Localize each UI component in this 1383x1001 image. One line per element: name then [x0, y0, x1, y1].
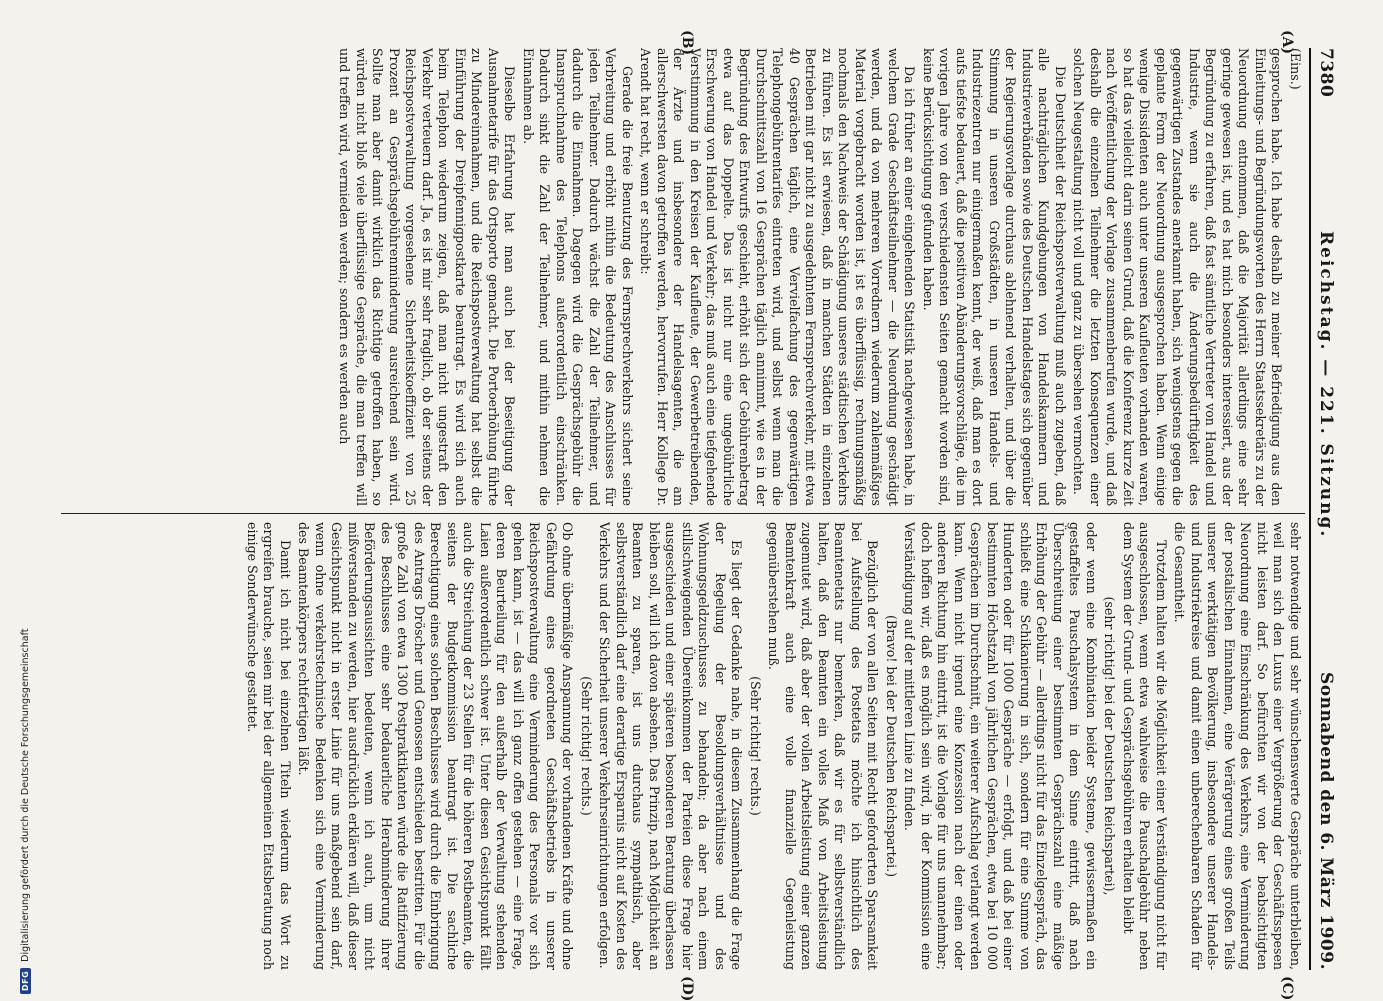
dfg-logo: DFG: [20, 968, 31, 994]
paragraph: oder wenn eine Kombination beider Systeme, gewissermaßen ein gestaffeltes Pauschalsystem in dem Sinne eintritt, daß nach Überschreitung einer bestimmten Gesprächszahl eine mäßige Erhöhung der Gebühr — allerdings nicht für das Einzelgespräch, das schließt eine Schikanierung in sich, sondern für eine Summe von Hunderten oder für 1000 Gespräche — erfolgt, und daß bei einer bestimmten Höchstzahl von jährlichen Gesprächen, etwa bei 10 000 Gesprächen im Durchschnitt, ein weiterer Aufschlag verlangt werden kann. Wenn nicht irgend eine Konzession nach der einen oder anderen Richtung hin eintritt, ist die Vorlage für uns unannehmbar; doch hoffen wir, daß es möglich sein wird, in der Kommission eine Verständigung auf der mittleren Linie zu finden.: [902, 522, 1099, 970]
paragraph: (Eins.): [1288, 48, 1303, 90]
right-column: [61, 522, 1303, 970]
left-column: [61, 48, 1303, 506]
paragraph: Da ich früher an einer eingehenden Statistik nachgewiesen habe, in welchem Grade Geschäftsteilnehmer — die Neuordnung geschädigt werden, und da von mehreren Vorrednern wiederum zahlenmäßiges Material vorgebracht worden ist, ist es überflüssig, rechnungsmäßig nochmals den Nachweis der Schädigung unseres städtischen Verkehrs zu führen. Es ist erwiesen, daß in manchen Städten in einzelnen Betrieben mit gar nicht zu ausgedehntem Fernsprechverkehr, mit etwa 40 Gesprächen täglich, eine Vervielfachung des gegenwärtigen Telephongebührentarifes eintreten wird, und selbst wenn man die Durchschnittszahl von 16 Gesprächen täglich annimmt, wie es in der Begründung des Entwurfs geschieht, erhöht sich der Gebührenbetrag etwa auf das Doppelte. Das ist nicht nur eine ungebührliche Erschwerung von Handel und Verkehr; das muß auch eine tiefgehende Verstimmung in den Kreisen der Kaufleute, der Gewerbetreibenden, der Ärzte und insbesondere der Handelsagenten, die am allerschwersten davon getroffen werden, hervorrufen. Herr Kollege Dr. Arendt hat recht, wenn er schreibt:: [638, 48, 918, 506]
scanned-page: [55, 0, 1345, 1000]
margin-marker-c: (C): [1279, 976, 1295, 1001]
paragraph: Dieselbe Erfahrung hat man auch bei der Beseitigung der Ausnahmetarife für das Ortsporto gemacht. Die Portoerhöhung führte zu Mindereinnahmen, und die Reichspostverwaltung hat selbst die Einführung der Dreipfennigpostkarte beantragt. Es wird sich auch beim Telephon wiederum zeigen, daß man nicht ungestraft den Verkehr verteuern darf. Ja, es ist mir sehr fraglich, ob der seitens der Reichspostverwaltung vorgesehene Sicherheitskoeffizient von 25 Prozent an Gesprächsgebührenminderung ausreichend sein wird. Sollte man aber damit wirklich das Richtige getroffen haben, so würden nicht bloß viele überflüssige Gespräche, die man treffen will und treffen wird, vermieden werden; sondern es werden auch: [337, 48, 518, 506]
paragraph: Damit ich nicht bei einzelnen Titeln wiederum das Wort zu ergreifen brauche, seien mir bei der allgemeinen Etatsberatung noch einige Sonderwünsche gestattet.: [245, 522, 293, 970]
footer-strip: [2, 0, 31, 1000]
page-number: 7380: [1316, 48, 1336, 98]
margin-marker-b: (B): [679, 30, 695, 56]
paragraph: (Sehr richtig! rechts.): [579, 676, 594, 816]
paragraph: Die Deutschheit der Reichspostverwaltung muß auch zugeben, daß alle nachträglichen Kundgebungen von Handelskammern und Industrieverbänden sowie des Deutschen Handelstages sich gegenüber der Regierungsvorlage durchaus ablehnend verhalten, und über die Stimmung in unseren Großstädten, in unseren Handels- und Industriezentren nur einigermaßen kennt, der weiß, daß man es dort aufs tiefste bedauert, daß die positiven Abänderungsvorschläge, die im vorigen Jahre von den verschiedensten Seiten gemacht worden sind, keine Berücksichtigung gefunden haben.: [921, 48, 1068, 506]
header-rule: [1309, 48, 1311, 970]
paragraph: Trotzdem halten wir die Möglichkeit einer Verständigung nicht für ausgeschlossen, wenn etwa wahlweise die Pauschalgebühr neben dem System der Grund- und Gesprächsgebühren erhalten bleibt: [1121, 522, 1169, 970]
paragraph: (Bravo! bei der Deutschen Reichspartei.): [884, 614, 899, 878]
paragraph: sehr notwendige und sehr wünschenswerte Gespräche unterbleiben, weil man sich den Luxus einer Vergrößerung der Geschäftsspesen nicht leisten darf. So befürchten wir von der beabsichtigten Neuordnung eine Einschränkung des Verkehrs, eine Verminderung der postalischen Einnahmen, eine Verärgerung eines großen Teils unserer werktätigen Bevölkerung, insbesondere unserer Handels- und Industriekreise und damit einen unberechenbaren Schaden für die Gesamtheit.: [1172, 522, 1303, 970]
header-date: Sonnabend den 6. März 1909.: [1316, 672, 1336, 970]
paragraph: Es liegt der Gedanke nahe, in diesem Zusammenhang die Frage der Regelung der Besoldungsverhältnisse und des Wohnungsgeldzuschusses zu behandeln; da aber nach einem stillschweigenden Übereinkommen der Parteien diese Frage hier ausgeschieden und einer späteren besonderen Beratung überlassen bleiben soll, will ich davon absehen. Das Prinzip, nach Möglichkeit an Beamten zu sparen, ist uns durchaus sympathisch, aber selbstverständlich darf eine derartige Ersparnis nicht auf Kosten des Verkehrs und der Sicherheit unserer Verkehrseinrichtungen erfolgen.: [597, 522, 745, 970]
paragraph: Ob ohne übermäßige Anspannung der vorhandenen Kräfte und ohne Gefährdung eines geordneten Geschäftsbetriebs in unserer Reichspostverwaltung eine Verminderung des Personals vor sich gehen kann, ist — das will ich ganz offen gestehen — eine Frage, deren Beurteilung für den außerhalb der Verwaltung stehenden Laien außerordentlich schwer ist. Unter diesen Gesichtspunkt fällt auch die Streichung der 23 Stellen für die höheren Postbeamten, die seitens der Budgetkommission beantragt ist. Die sachliche Berechtigung eines solchen Beschlusses wird durch die Einbringung des Antrags Dröscher und Genossen entschieden bestritten. Für die große Zahl von etwa 1300 Postpraktikanten würde die Ratifizierung des Beschlusses eine sehr bedauerliche Herabminderung ihrer Beförderungsaussichten bedeuten, wenn ich auch, um nicht mißverstanden zu werden, hier ausdrücklich erklären will, daß dieser Gesichtspunkt nicht in erster Linie für uns maßgebend sein darf, wenn ohne verkehrstechnische Bedenken sich eine Verminderung des Beamtenkörpers rechtfertigen läßt.: [296, 522, 576, 970]
header-session-title: Reichstag. — 221. Sitzung.: [1316, 231, 1336, 539]
paragraph: Bezüglich der von allen Seiten mit Recht geforderten Sparsamkeit bei Aufstellung des Postetats möchte ich hinsichtlich des Beamtenetats nur bemerken, daß wir es für selbstverständlich halten, daß den Beamten ein volles Maß von Arbeitsleistung zugemutet wird, daß aber der vollen Arbeitsleistung einer ganzen Beamtenkraft auch eine volle finanzielle Gegenleistung gegenüberstehen muß.: [766, 522, 881, 970]
paragraph: Gerade die freie Benutzung des Fernsprechverkehrs sichert seine Verbreitung und erhöht mithin die Bedeutung des Anschlusses für jeden Teilnehmer. Dadurch wächst die Zahl der Teilnehmer, und dadurch die Einnahmen. Dagegen wird die Gesprächsgebühr die Inanspruchnahme des Telephons außerordentlich einschränken. Dadurch sinkt die Zahl der Teilnehmer, und mithin nehmen die Einnahmen ab.: [521, 48, 635, 506]
page-header: [1313, 48, 1339, 970]
paragraph: (Sehr richtig! rechts.): [748, 676, 763, 816]
paragraph: gesprochen habe. Ich habe deshalb zu meiner Befriedigung aus den Einleitungs- und Begründungsworten des Herrn Staatssekretärs zu der Neuordnung entnommen, daß die Majorität allerdings eine sehr geringe gewesen ist, und es hat mich besonders interessiert, aus der Begründung zu erfahren, daß fast sämtliche Vertreter von Handel und Industrie, wenn sie auch die Änderungsbedürftigkeit des gegenwärtigen Zustandes anerkannt haben, sich wenigstens gegen die geplante Form der Neuordnung ausgesprochen haben. Wenn einige wenige Dissidenten auch unter unseren Kaufleuten vorhanden waren, so hat das vielleicht darin seinen Grund, daß die Konferenz kurze Zeit nach Veröffentlichung der Vorlage zusammenberufen wurde, und daß deshalb die einzelnen Teilnehmer die letzten Konsequenzen einer solchen Neugestaltung nicht voll und ganz zu übersehen vermochten.: [1071, 48, 1285, 506]
paragraph: (sehr richtig! bei der Deutschen Reichspartei),: [1102, 596, 1118, 896]
margin-marker-d: (D): [679, 976, 695, 1001]
column-divider: [61, 513, 1305, 514]
margin-marker-a: (A): [1279, 30, 1295, 55]
funding-text: Digitalisierung gefördert durch die Deutsche Forschungsgemeinschaft: [20, 628, 31, 962]
funding-note: [20, 0, 31, 1000]
